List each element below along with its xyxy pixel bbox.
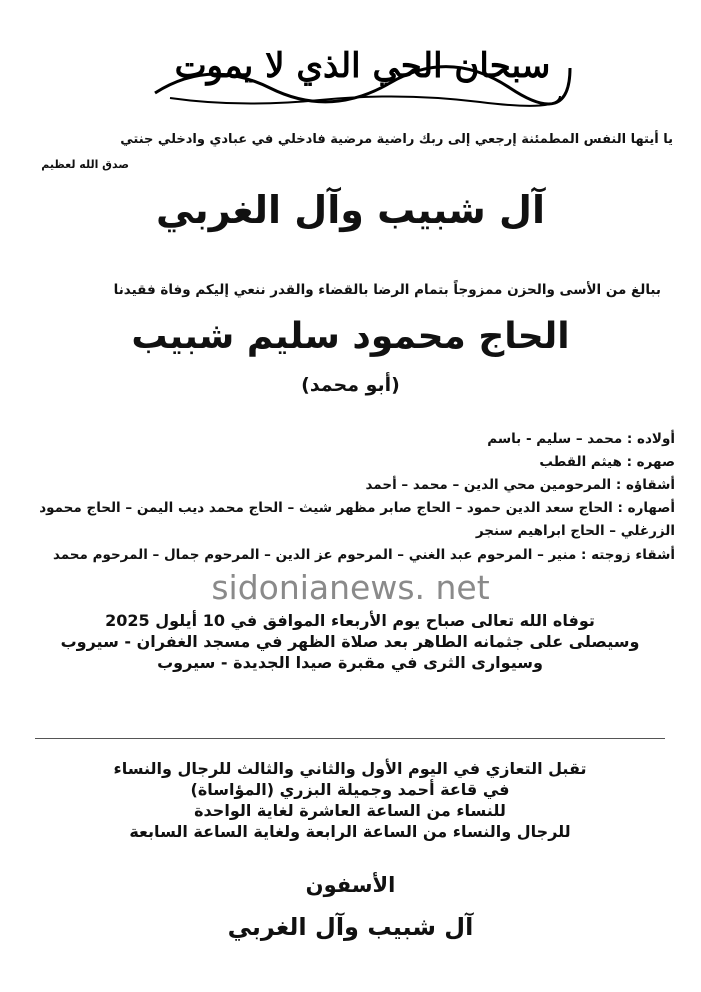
verse-source: صدق الله لعظيم [41, 158, 129, 171]
signature-families: آل شبيب وآل الغربي [227, 913, 474, 941]
quran-verse: يا أيتها النفس المطمئنة إرجعي إلى ربك راضية مرضية فادخلي في عبادي وادخلي جنتي [120, 132, 673, 147]
funeral-line-3: وسيوارى الثرى في مقبرة صيدا الجديدة - سيروب [157, 653, 543, 672]
condolences-line-1: تقبل التعازي في اليوم الأول والثاني والثالث للرجال والنساء [113, 759, 587, 778]
calligraphy-header: سبحان الحي الذي لا يموت [174, 46, 551, 86]
section-divider [35, 738, 665, 739]
condolences-line-4: للرجال والنساء من الساعة الرابعة ولغاية الساعة السابعة [129, 822, 571, 841]
funeral-line-1: توفاه الله تعالى صباح يوم الأربعاء الموافق في 10 أيلول 2025 [105, 611, 595, 630]
condolences-line-3: للنساء من الساعة العاشرة لغاية الواحدة [194, 801, 506, 820]
relatives-brothers: أشقاؤه : المرحومين محي الدين – محمد – أحمد [365, 477, 675, 493]
relatives-in-laws: أصهاره : الحاج سعد الدين حمود – الحاج صابر مظهر شيث – الحاج محمد ديب اليمن – الحاج محمود الزرغلي – الحاج ابراهيم سنجر [39, 500, 675, 539]
announcement-intro: ببالغ من الأسى والحزن ممزوجاً بتمام الرضا بالقضاء والقدر ننعي إليكم وفاة فقيدنا [113, 282, 661, 298]
funeral-line-2: وسيصلى على جثمانه الطاهر بعد صلاة الظهر في مسجد الغفران - سيروب [60, 632, 640, 651]
relatives-wife-brothers: أشقاء زوجته : منير – المرحوم عبد الغني – المرحوم عز الدين – المرحوم جمال – المرحوم محمد [52, 547, 675, 563]
condolences-line-2: في قاعة أحمد وجميلة البزري (المؤاساة) [190, 780, 510, 799]
funeral-details [60, 610, 640, 673]
relatives-son-in-law: صهره : هيثم القطب [539, 454, 675, 470]
website-watermark: sidonianews. net [211, 568, 490, 607]
family-title: آل شبيب وآل الغربي [155, 188, 546, 232]
condolences-details [40, 758, 660, 842]
deceased-kunya: (أبو محمد) [301, 374, 400, 396]
relatives-sons: أولاده : محمد – سليم - باسم [487, 431, 675, 447]
deceased-name: الحاج محمود سليم شبيب [131, 316, 570, 357]
signature-mourners: الأسفون [305, 873, 396, 897]
